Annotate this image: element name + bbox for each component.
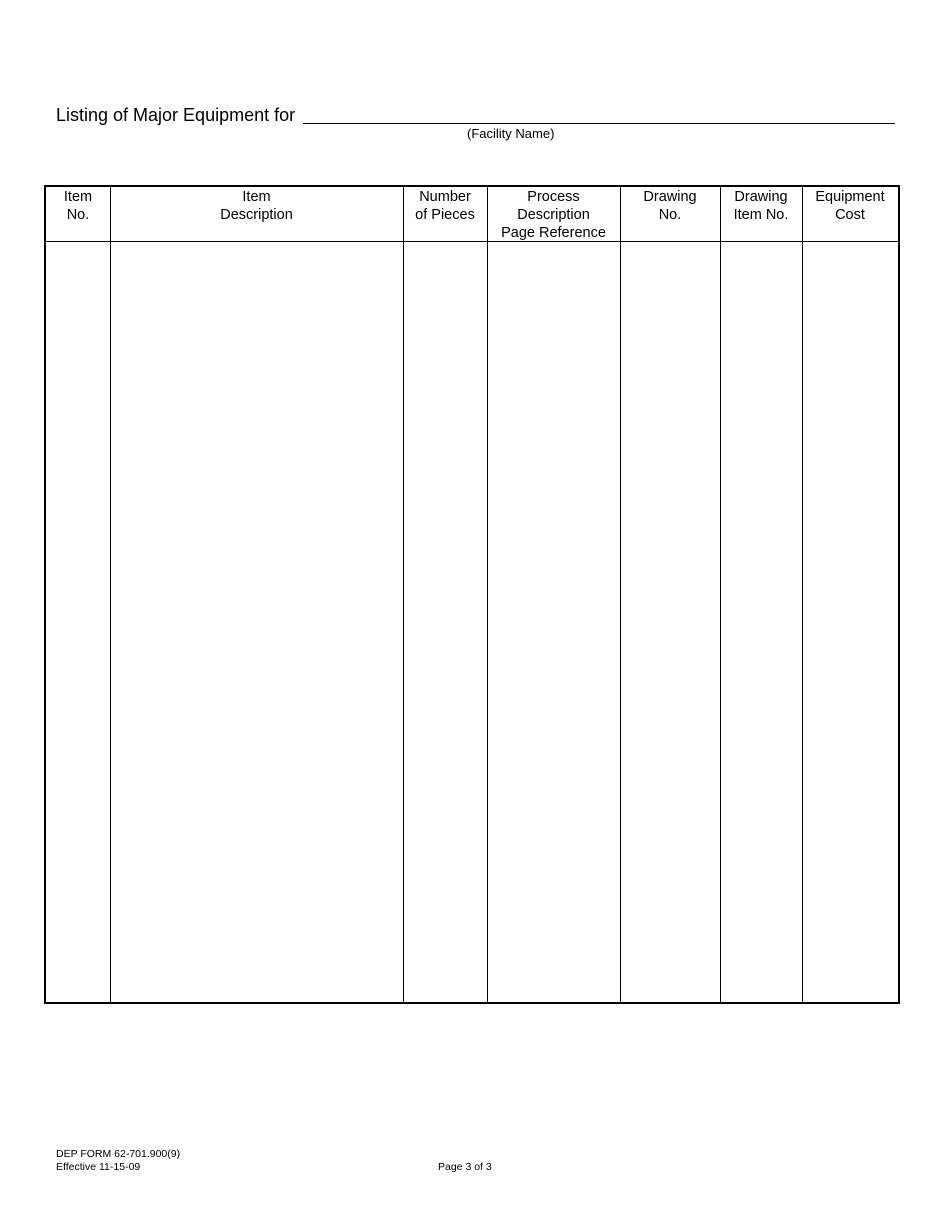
header-line: Cost [835,207,865,223]
equipment-table [44,185,900,1004]
column-divider [720,187,721,1002]
header-line: Drawing [734,189,788,205]
page-number: Page 3 of 3 [438,1161,492,1173]
form-footer [56,1148,180,1173]
header-line: Page Reference [501,225,606,241]
effective-date: Effective 11-15-09 [56,1160,141,1173]
header-line: Item [242,189,271,205]
form-title-row [56,104,896,128]
header-item-description [110,188,403,224]
header-line: No. [66,207,90,223]
column-divider [110,187,111,1002]
header-line: No. [658,207,682,223]
entry-number-of-pieces[interactable] [405,242,486,1002]
header-line: Description [517,207,590,223]
entry-item-no[interactable] [46,242,110,1002]
header-line: Item [63,189,93,205]
facility-name-field[interactable] [303,123,895,124]
column-divider [403,187,404,1002]
header-line: Description [220,207,293,223]
header-process-description [487,188,620,242]
header-line: of Pieces [415,207,475,223]
header-number-of-pieces [403,188,487,224]
header-line: Drawing [643,189,697,205]
header-drawing-item-no [720,188,802,224]
form-number: DEP FORM 62-701.900(9) [56,1148,181,1160]
entry-item-description[interactable] [112,242,402,1002]
header-line: Equipment [815,189,885,205]
header-line: Item No. [733,207,789,223]
facility-name-caption: (Facility Name) [467,126,555,141]
header-line: Process [527,189,580,205]
entry-equipment-cost[interactable] [803,242,898,1002]
entry-drawing-item-no[interactable] [722,242,801,1002]
form-title: Listing of Major Equipment for [56,105,296,125]
header-equipment-cost [802,188,898,224]
header-line: Number [419,189,471,205]
entry-process-description[interactable] [488,242,619,1002]
header-drawing-no [620,188,720,224]
entry-drawing-no[interactable] [621,242,719,1002]
header-item-no [46,188,110,224]
